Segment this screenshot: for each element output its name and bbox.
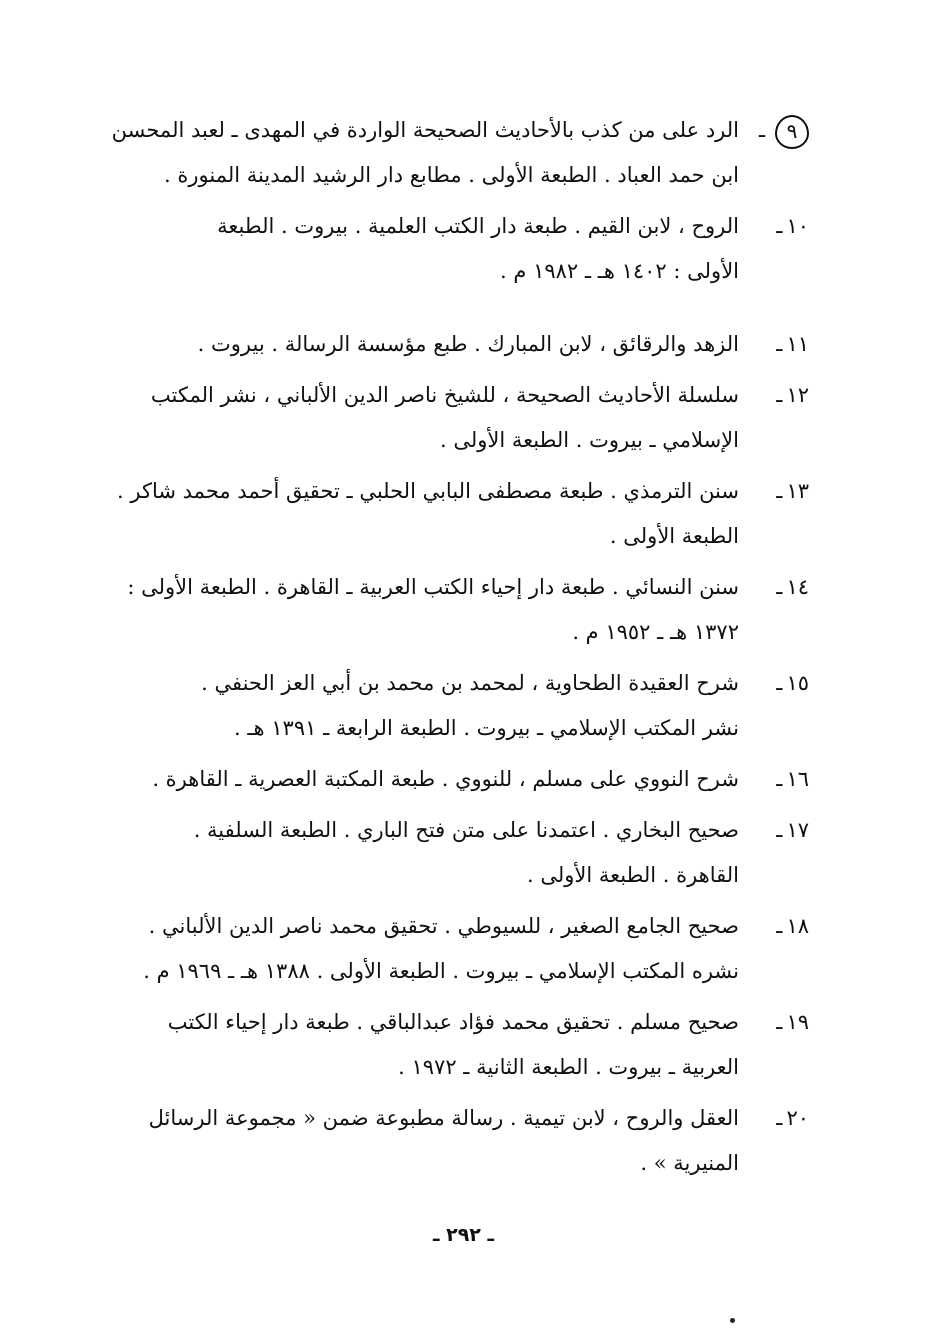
entry-number [739,1096,809,1141]
entry-number [739,108,809,153]
entry-line: صحيح مسلم . تحقيق محمد فؤاد عبدالباقي . طبعة دار إحياء الكتب [167,1010,739,1034]
entry-text [109,808,739,898]
entry-line: الإسلامي ـ بيروت . الطبعة الأولى . [440,428,739,452]
entry-dash: ـ [776,767,783,791]
entry-dash: ـ [776,1010,783,1034]
bibliography-entry [109,808,809,898]
page-number: ـ ٢٩٢ ـ [432,1224,494,1246]
entry-text [109,322,739,367]
entry-line: ١٣٧٢ هـ ـ ١٩٥٢ م . [572,620,739,644]
entry-line: ابن حمد العباد . الطبعة الأولى . مطابع دار الرشيد المدينة المنورة . [164,163,739,187]
entry-line: صحيح البخاري . اعتمدنا على متن فتح الباري . الطبعة السلفية . [193,818,739,842]
bibliography-entry [109,1000,809,1090]
entry-line: المنيرية » . [640,1151,739,1175]
entry-line: العقل والروح ، لابن تيمية . رسالة مطبوعة ضمن « مجموعة الرسائل [148,1106,739,1130]
entry-dash: ـ [776,818,783,842]
entry-number-text: ١٦ [786,767,809,791]
entry-text [109,565,739,655]
entry-dash: ـ [776,479,783,503]
bibliography-entry [109,565,809,655]
scan-speck [730,1318,735,1323]
entry-text [109,469,739,559]
entry-dash: ـ [776,575,783,599]
entry-number-text: ١٤ [786,575,809,599]
entry-line: العربية ـ بيروت . الطبعة الثانية ـ ١٩٧٢ . [398,1055,739,1079]
entry-number [739,904,809,949]
entry-number [739,757,809,802]
entry-line: الرد على من كذب بالأحاديث الصحيحة الواردة في المهدى ـ لعبد المحسن [111,118,739,142]
entry-number-text: ١٣ [786,479,809,503]
entry-line: الطبعة الأولى . [609,524,739,548]
entry-number [739,661,809,706]
entry-text [109,373,739,463]
entry-line: شرح النووي على مسلم ، للنووي . طبعة المكتبة العصرية ـ القاهرة . [152,767,739,791]
entry-text [109,1096,739,1186]
entry-number-text: ١٥ [786,671,809,695]
bibliography-entry [109,757,809,802]
entry-line: شرح العقيدة الطحاوية ، لمحمد بن محمد بن أبي العز الحنفي . [201,671,739,695]
entry-text [109,204,739,294]
entry-text [109,757,739,802]
entry-line: سلسلة الأحاديث الصحيحة ، للشيخ ناصر الدين الألباني ، نشر المكتب [150,383,739,407]
bibliography-list [109,108,809,1192]
entry-line: سنن النسائي . طبعة دار إحياء الكتب العربية ـ القاهرة . الطبعة الأولى : [127,575,739,599]
bibliography-entry [109,108,809,198]
bibliography-entry [109,1096,809,1186]
entry-number [739,373,809,418]
entry-number-text: ١٧ [786,818,809,842]
entry-dash: ـ [758,118,765,142]
entry-text [109,661,739,751]
entry-line: الزهد والرقائق ، لابن المبارك . طبع مؤسسة الرسالة . بيروت . [197,332,739,356]
entry-dash: ـ [776,332,783,356]
entry-number [739,469,809,514]
entry-number [739,808,809,853]
bibliography-entry [109,204,809,294]
entry-number-text: ١٠ [786,214,809,238]
entry-dash: ـ [776,1106,783,1130]
circled-entry-number: ٩ [775,115,809,149]
entry-number-text: ١١ [786,332,809,356]
entry-line: القاهرة . الطبعة الأولى . [526,863,739,887]
bibliography-entry [109,904,809,994]
entry-number-text: ١٩ [786,1010,809,1034]
entry-number-text: ٢٠ [786,1106,809,1130]
entry-line: سنن الترمذي . طبعة مصطفى البابي الحلبي ـ تحقيق أحمد محمد شاكر . [117,479,739,503]
entry-dash: ـ [776,914,783,938]
entry-text [109,108,739,198]
entry-number [739,1000,809,1045]
entry-number-text: ١٨ [786,914,809,938]
entry-number [739,565,809,610]
entry-line: نشره المكتب الإسلامي ـ بيروت . الطبعة الأولى . ١٣٨٨ هـ ـ ١٩٦٩ م . [143,959,739,983]
entry-dash: ـ [776,671,783,695]
bibliography-entry [109,322,809,367]
bibliography-entry [109,661,809,751]
entry-line: الروح ، لابن القيم . طبعة دار الكتب العلمية . بيروت . الطبعة [217,214,739,238]
bibliography-entry [109,469,809,559]
entry-dash: ـ [776,214,783,238]
entry-text [109,1000,739,1090]
entry-number [739,204,809,249]
entry-dash: ـ [776,383,783,407]
entry-number-text: ١٢ [786,383,809,407]
entry-line: صحيح الجامع الصغير ، للسيوطي . تحقيق محمد ناصر الدين الألباني . [148,914,739,938]
entry-line: نشر المكتب الإسلامي ـ بيروت . الطبعة الرابعة ـ ١٣٩١ هـ . [234,716,739,740]
entry-number [739,322,809,367]
entry-line: الأولى : ١٤٠٢ هـ ـ ١٩٨٢ م . [500,259,739,283]
entry-text [109,904,739,994]
bibliography-entry [109,373,809,463]
